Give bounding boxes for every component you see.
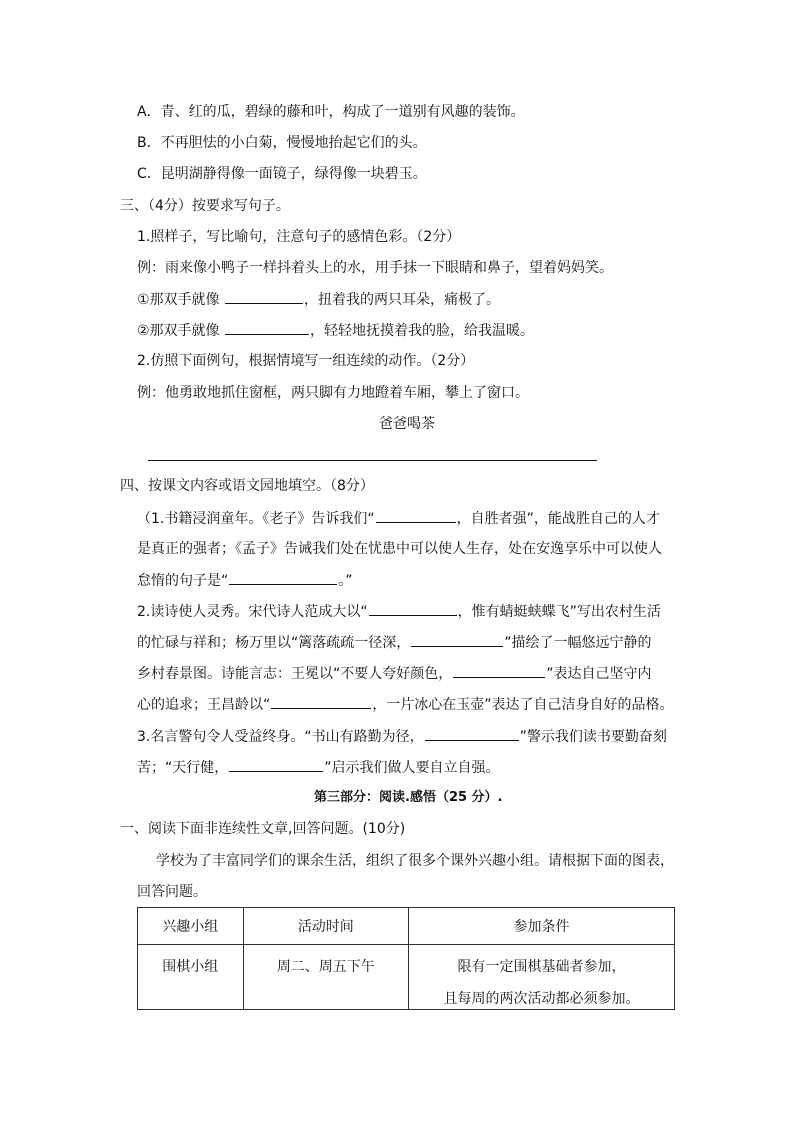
fill-blank-3[interactable]	[369, 601, 457, 616]
part3-intro-1: 学校为了丰富同学们的课余生活，组织了很多个课外兴趣小组。请根据下面的图表，	[156, 853, 674, 869]
table-header-group: 兴趣小组	[138, 908, 244, 945]
fill-blank-6[interactable]	[271, 694, 371, 709]
fill-1-text-b: ，自胜者强”，能战胜自己的人才	[456, 511, 660, 527]
fill-line-3	[137, 570, 353, 590]
condition-line-1: 限有一定围棋基础者参加，	[457, 959, 626, 975]
simile-sentence-1	[137, 289, 500, 309]
fill-3-text-b: 。”	[338, 573, 353, 589]
fill-6-text-b: ”表达自己坚守内	[546, 666, 652, 682]
table-row	[138, 945, 675, 1010]
fill-5-text-a: 的忙碌与祥和；杨万里以“篱落疏疏一径深，	[137, 635, 411, 651]
table-header-row	[138, 908, 675, 945]
option-c: C．昆明湖静得像一面镜子，绿得像一块碧玉。	[137, 166, 427, 182]
fill-4-text-a: 2.读诗使人灵秀。宋代诗人范成大以“	[137, 604, 368, 620]
simile-2-prefix: ②那双手就像	[137, 323, 225, 339]
simile-sentence-2	[137, 320, 534, 340]
fill-blank-7[interactable]	[425, 726, 519, 741]
fill-6-text-a: 乡村春景图。诗能言志：王冕以“不要人夸好颜色，	[137, 666, 453, 682]
simile-1-blank[interactable]	[225, 289, 303, 304]
fill-8-text-b: ”警示我们读书要勤奋刻	[519, 729, 667, 745]
fill-3-text-a: 怠惰的句子是“	[137, 573, 229, 589]
fill-line-7	[137, 694, 674, 714]
table-header-condition: 参加条件	[409, 908, 675, 945]
fill-9-text-b: ”启示我们做人要自立自强。	[324, 760, 500, 776]
fill-5-text-b: ”描绘了一幅悠远宁静的	[504, 635, 652, 651]
fill-blank-4[interactable]	[411, 632, 503, 647]
simile-2-blank[interactable]	[225, 320, 309, 335]
group-name: 围棋小组	[162, 959, 219, 975]
section3-q1: 1.照样子，写比喻句，注意句子的感情色彩。（2分）	[137, 229, 461, 245]
fill-9-text-a: 苦；“天行健，	[137, 760, 229, 776]
section3-q2: 2.仿照下面例句，根据情境写一组连续的动作。（2分）	[137, 353, 475, 369]
fill-blank-1[interactable]	[376, 508, 456, 523]
table-cell-time	[243, 945, 408, 1010]
fill-8-text-a: 3.名言警句令人受益终身。“书山有路勤为径，	[137, 729, 424, 745]
simile-2-suffix: ，轻轻地抚摸着我的脸，给我温暖。	[310, 323, 535, 339]
table-cell-group	[138, 945, 244, 1010]
fill-line-1	[137, 508, 660, 528]
section3-example2: 例：他勇敢地抓住窗框，两只脚有力地蹬着车厢，攀上了窗口。	[137, 385, 529, 401]
fill-line-9	[137, 757, 500, 777]
option-b: B．不再胆怯的小白菊，慢慢地抬起它们的头。	[137, 135, 427, 151]
section3-prompt: 爸爸喝茶	[379, 416, 435, 432]
fill-line-2: 是真正的强者；《孟子》告诫我们处在忧患中可以使人生存，处在安逸享乐中可以使人	[137, 541, 662, 557]
fill-line-8	[137, 726, 667, 746]
part3-heading: 第三部分：阅读.感悟（25 分）.	[314, 790, 503, 805]
fill-line-5	[137, 632, 652, 652]
condition-line-2: 且每周的两次活动都必须参加。	[443, 991, 640, 1007]
section3-example1: 例：雨来像小鸭子一样抖着头上的水，用手抹一下眼睛和鼻子，望着妈妈笑。	[137, 260, 613, 276]
fill-1-text-a: （1.书籍浸润童年。《老子》告诉我们“	[137, 511, 375, 527]
section4-title: 四、按课文内容或语文园地填空。（8分）	[120, 478, 374, 494]
table-header-time: 活动时间	[243, 908, 408, 945]
activity-time: 周二、周五下午	[276, 959, 375, 975]
fill-4-text-b: ，惟有蜻蜓蛱蝶飞”写出农村生活	[457, 604, 661, 620]
fill-blank-8[interactable]	[229, 757, 323, 772]
fill-line-4	[137, 601, 661, 621]
option-a: A．青、红的瓜，碧绿的藤和叶，构成了一道别有风趣的装饰。	[137, 104, 525, 120]
answer-line[interactable]	[148, 460, 597, 461]
table-cell-condition	[409, 945, 675, 1010]
fill-blank-5[interactable]	[453, 663, 545, 678]
fill-7-text-a: 心的追求；王昌龄以“	[137, 697, 271, 713]
part3-intro-2: 回答问题。	[137, 884, 207, 900]
fill-line-6	[137, 663, 652, 683]
simile-1-suffix: ，扭着我的两只耳朵，痛极了。	[304, 292, 501, 308]
simile-1-prefix: ①那双手就像	[137, 292, 225, 308]
part3-q1-title: 一、阅读下面非连续性文章,回答问题。(10分)	[120, 821, 406, 837]
section3-title: 三、（4分）按要求写句子。	[120, 198, 290, 214]
interest-group-table	[137, 907, 675, 1010]
fill-7-text-b: ，一片冰心在玉壶”表达了自己洁身自好的品格。	[372, 697, 674, 713]
fill-blank-2[interactable]	[229, 570, 337, 585]
